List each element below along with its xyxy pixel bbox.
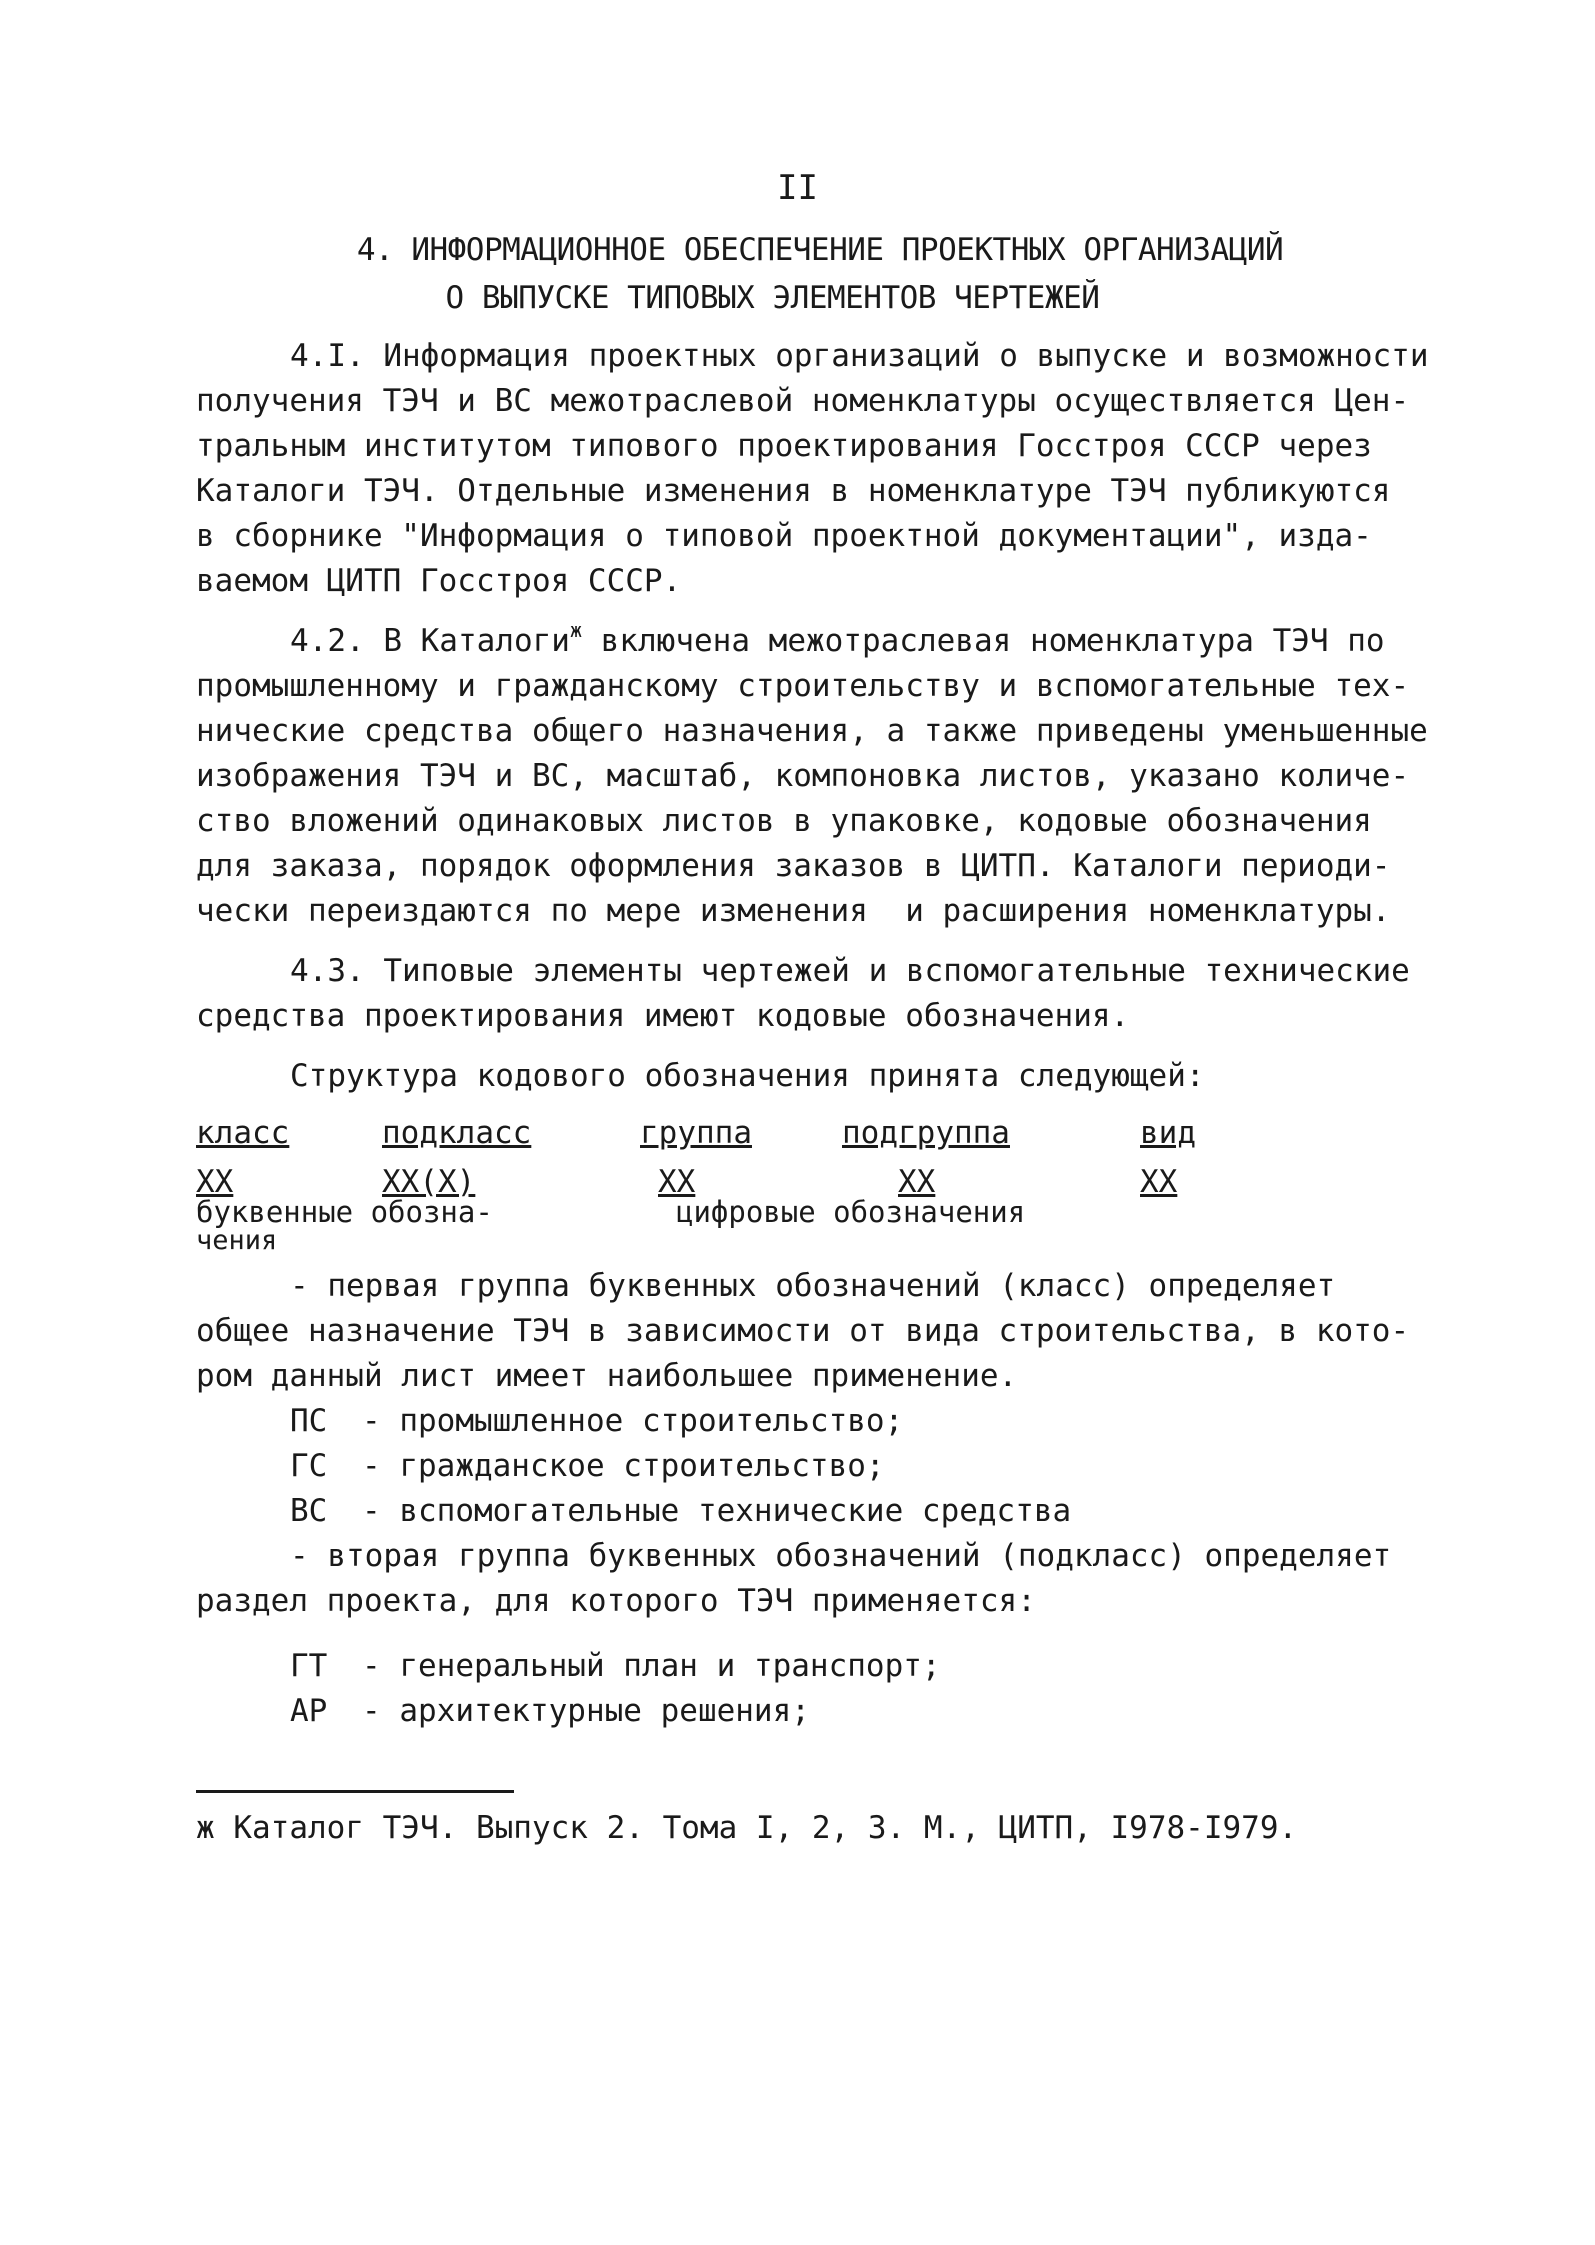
p42-line: изображения ТЭЧ и ВС, масштаб, компоновка листов, указано количе- [196, 758, 1410, 794]
p42-line: нические средства общего назначения, а также приведены уменьшенные [196, 713, 1428, 749]
p42-first-line [290, 618, 1385, 659]
subclass-desc: - генеральный план и транспорт; [362, 1648, 941, 1684]
class-para-line: общее назначение ТЭЧ в зависимости от вида строительства, в кото- [196, 1313, 1410, 1349]
code-note-letters: буквенные обозна- [196, 1195, 493, 1229]
p41-line: тральным институтом типового проектирования Госстроя СССР через [196, 428, 1372, 464]
section-title-line-2: О ВЫПУСКЕ ТИПОВЫХ ЭЛЕМЕНТОВ ЧЕРТЕЖЕЙ [445, 280, 1100, 316]
p42-line: чески переиздаются по мере изменения и расширения номенклатуры. [196, 893, 1391, 929]
section-title-line-1: 4. ИНФОРМАЦИОННОЕ ОБЕСПЕЧЕНИЕ ПРОЕКТНЫХ ОРГАНИЗАЦИЙ [356, 232, 1284, 268]
class-code: ПС [290, 1403, 328, 1439]
code-header-subclass: подкласс [382, 1115, 532, 1151]
subclass-para-line: - вторая группа буквенных обозначений (подкласс) определяет [290, 1538, 1392, 1574]
subclass-code: АР [290, 1693, 328, 1729]
code-header-group: группа [640, 1115, 752, 1151]
class-item [290, 1493, 1072, 1529]
code-header-subgroup: подгруппа [842, 1115, 1010, 1151]
p42-lead: 4.2. В Каталоги [290, 623, 570, 659]
class-desc: - гражданское строительство; [362, 1448, 885, 1484]
p42-line: ство вложений одинаковых листов в упаковке, кодовые обозначения [196, 803, 1372, 839]
p43-line: средства проектирования имеют кодовые обозначения. [196, 998, 1130, 1034]
structure-intro: Структура кодового обозначения принята следующей: [290, 1058, 1205, 1094]
class-code: ГС [290, 1448, 328, 1484]
p41-line: Каталоги ТЭЧ. Отдельные изменения в номенклатуре ТЭЧ публикуются [196, 473, 1391, 509]
p42-rest: включена межотраслевая номенклатура ТЭЧ по [582, 623, 1385, 659]
class-code: ВС [290, 1493, 328, 1529]
p41-line: ваемом ЦИТП Госстроя СССР. [196, 563, 682, 599]
footnote: ж Каталог ТЭЧ. Выпуск 2. Тома I, 2, 3. М., ЦИТП, I978-I979. [196, 1810, 1298, 1846]
class-item [290, 1403, 904, 1439]
code-value-subgroup: XX [898, 1164, 936, 1200]
class-para-line: ром данный лист имеет наибольшее применение. [196, 1358, 1018, 1394]
class-desc: - вспомогательные технические средства [362, 1493, 1072, 1529]
code-header-class: класс [196, 1115, 290, 1151]
class-para-line: - первая группа буквенных обозначений (класс) определяет [290, 1268, 1336, 1304]
code-note-letters-cont: чения [196, 1225, 278, 1256]
code-value-type: XX [1140, 1164, 1178, 1200]
code-value-subclass: XX(X) [382, 1164, 476, 1200]
code-value-group: XX [658, 1164, 696, 1200]
p41-line: получения ТЭЧ и ВС межотраслевой номенклатуры осуществляется Цен- [196, 383, 1410, 419]
code-header-type: вид [1140, 1115, 1196, 1151]
p43-line: 4.3. Типовые элементы чертежей и вспомогательные технические [290, 953, 1410, 989]
code-value-class: XX [196, 1164, 234, 1200]
class-desc: - промышленное строительство; [362, 1403, 904, 1439]
subclass-para-line: раздел проекта, для которого ТЭЧ применяется: [196, 1583, 1036, 1619]
page-number: II [777, 168, 818, 208]
p41-line: 4.I. Информация проектных организаций о выпуске и возможности [290, 338, 1429, 374]
footnote-rule [196, 1790, 514, 1793]
p42-line: для заказа, порядок оформления заказов в ЦИТП. Каталоги периоди- [196, 848, 1391, 884]
subclass-desc: - архитектурные решения; [362, 1693, 810, 1729]
subclass-item [290, 1648, 941, 1684]
p41-line: в сборнике "Информация о типовой проектной документации", изда- [196, 518, 1372, 554]
subclass-item [290, 1693, 810, 1729]
p42-line: промышленному и гражданскому строительству и вспомогательные тех- [196, 668, 1410, 704]
code-note-digits: цифровые обозначения [676, 1195, 1026, 1229]
class-item [290, 1448, 885, 1484]
footnote-mark: ж [569, 618, 583, 642]
subclass-code: ГТ [290, 1648, 328, 1684]
